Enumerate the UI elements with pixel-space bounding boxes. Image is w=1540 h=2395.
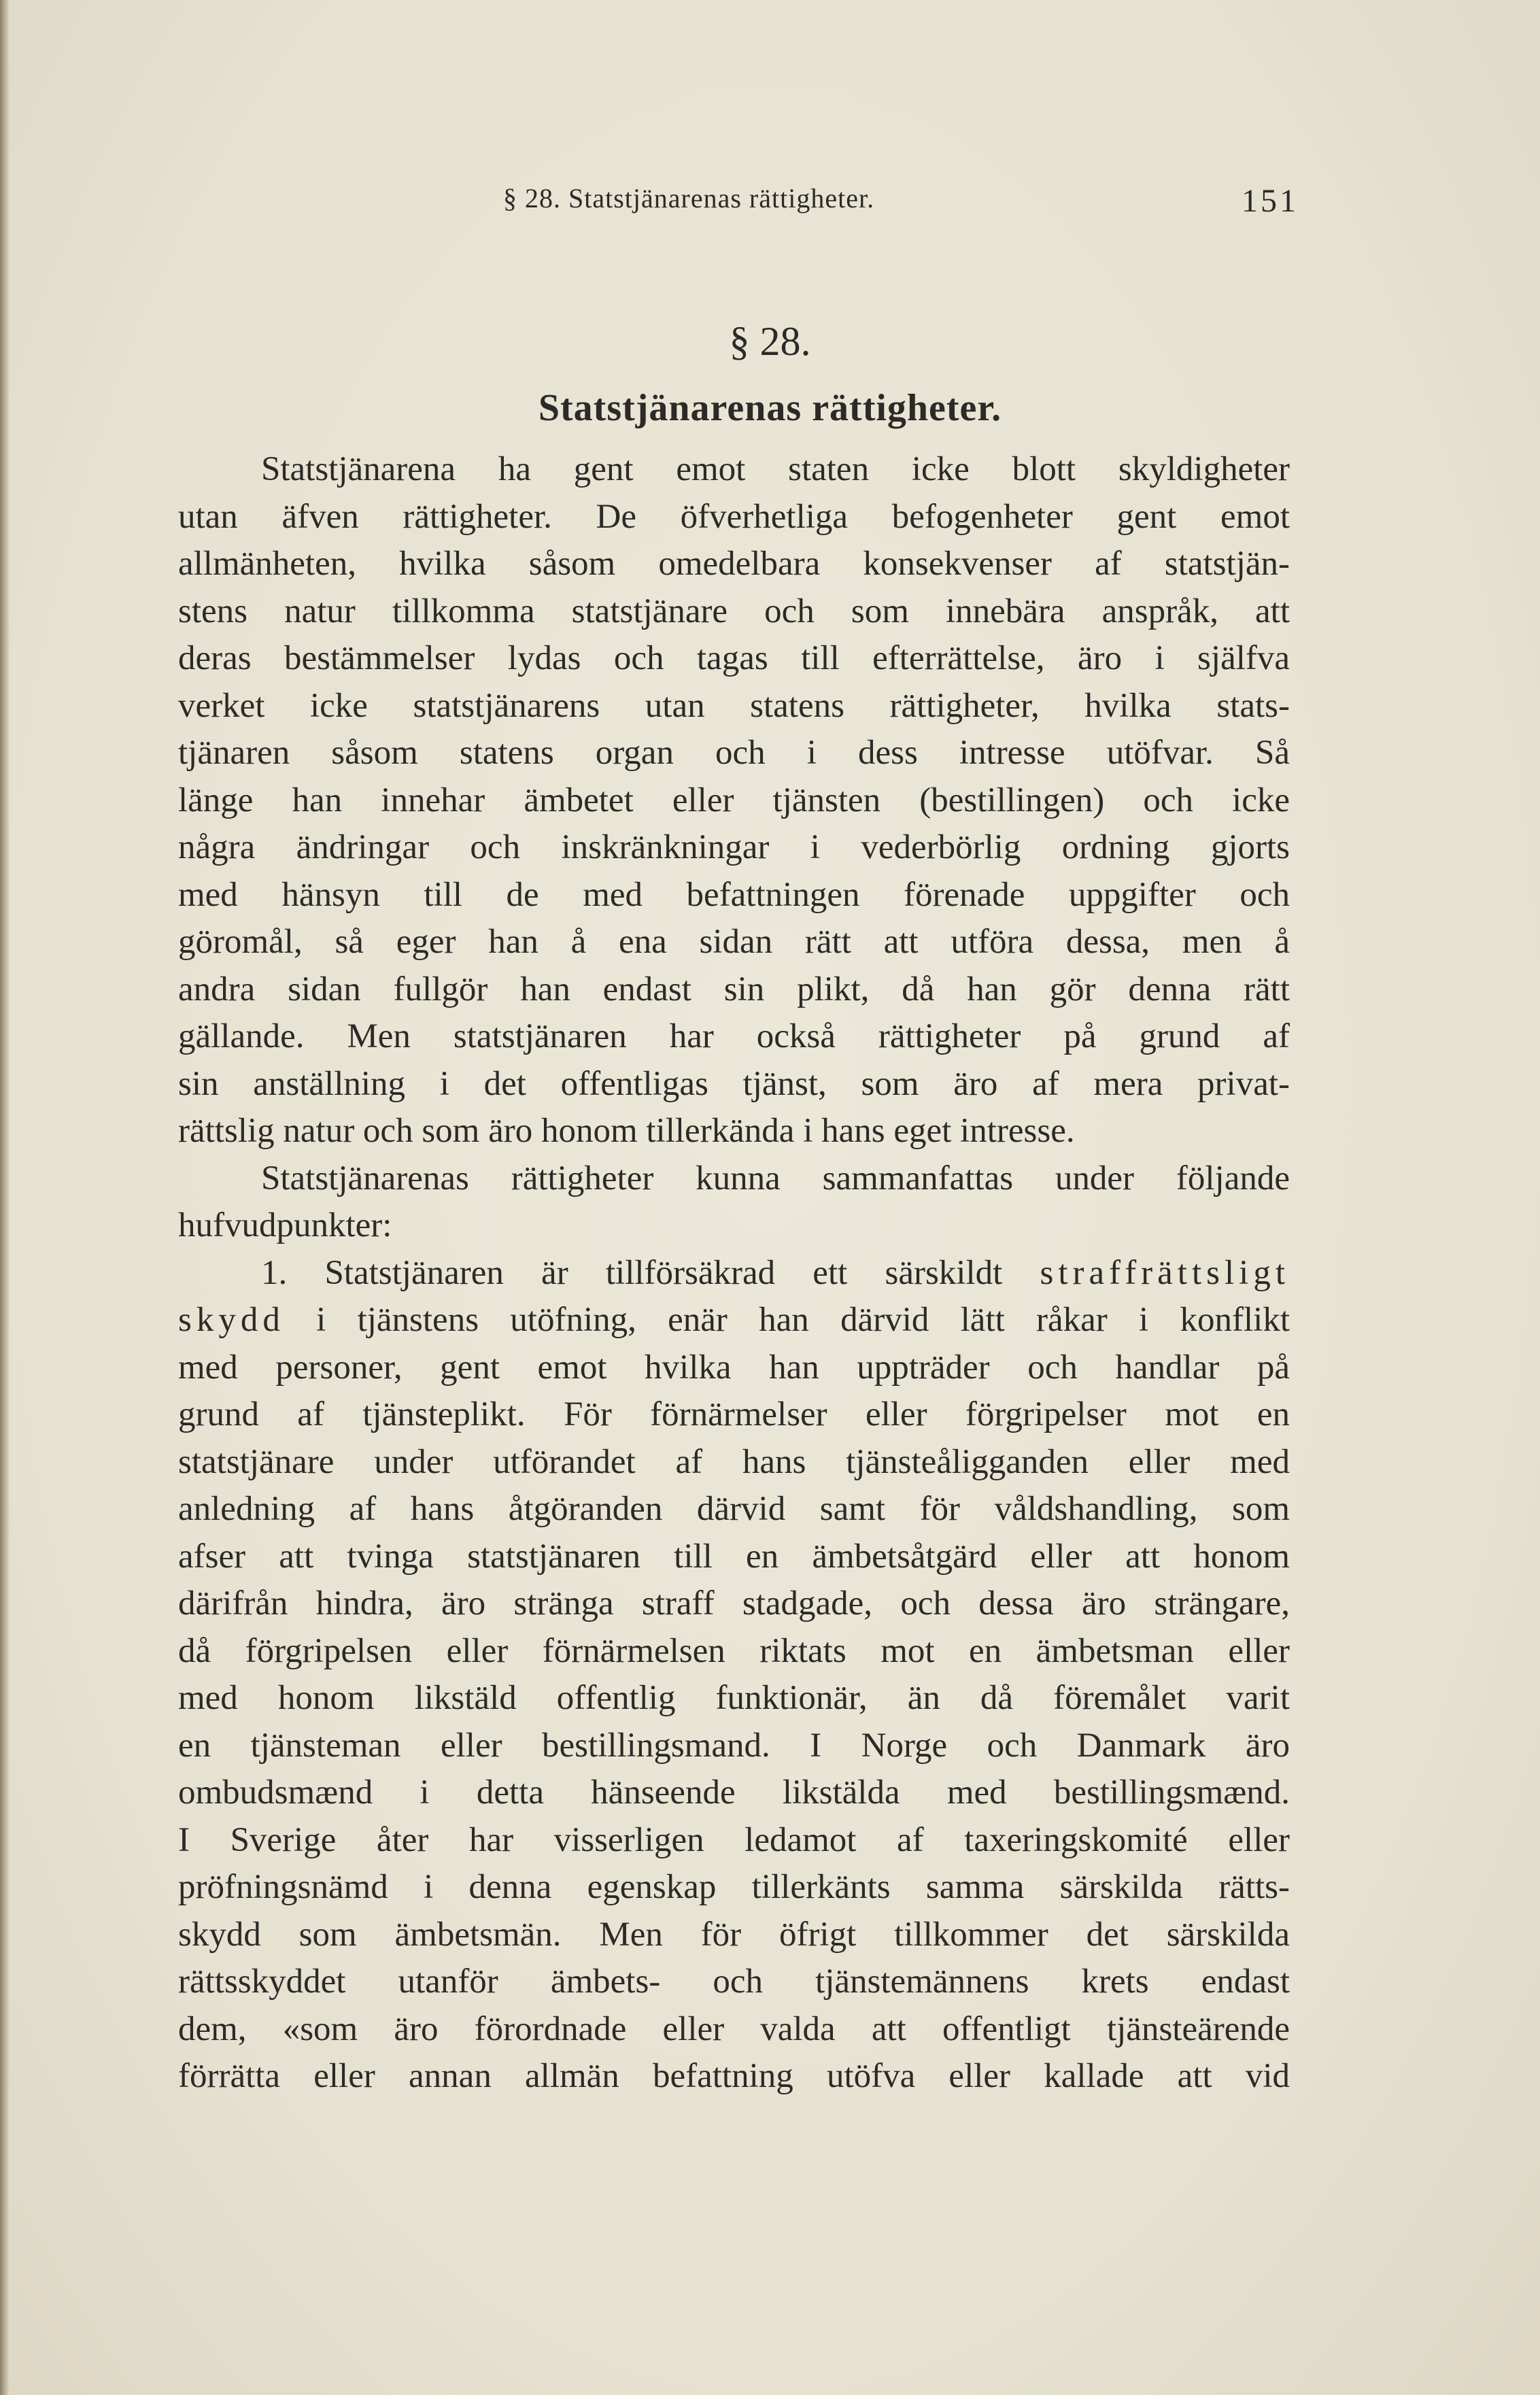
page-number: 151 xyxy=(1242,183,1299,219)
text-line: Statstjänarenas rättigheter kunna sammanfattas under följande xyxy=(261,1159,1290,1198)
text-line: grund af tjänsteplikt. För förnärmelser eller förgripelser mot en xyxy=(178,1395,1290,1433)
text-line: hufvudpunkter: xyxy=(178,1206,392,1244)
text-line: utan äfven rättigheter. De öfverhetliga befogenheter gent emot xyxy=(178,497,1290,536)
text-line: andra sidan fullgör han endast sin plikt, då han gör denna rätt xyxy=(178,970,1290,1008)
text-line: rättslig natur och som äro honom tillerkända i hans eget intresse. xyxy=(178,1112,1075,1150)
text-line: pröfningsnämd i denna egenskap tillerkänts samma särskilda rätts- xyxy=(178,1868,1290,1906)
text-line: då förgripelsen eller förnärmelsen riktats mot en ämbetsman eller xyxy=(178,1631,1290,1670)
text-line: förrätta eller annan allmän befattning utöfva eller kallade att vid xyxy=(178,2057,1290,2095)
text-line: rättsskyddet utanför ämbets- och tjänstemännens krets endast xyxy=(178,1963,1290,2001)
emphasized-term: straffrättsligt xyxy=(1040,1253,1290,1292)
text-line: med honom likstäld offentlig funktionär, än då föremålet varit xyxy=(178,1679,1290,1717)
text-line xyxy=(178,1250,1290,1297)
text-line: sin anställning i det offentligas tjänst, som äro af mera privat- xyxy=(178,1064,1290,1103)
text-line: allmänheten, hvilka såsom omedelbara konsekvenser af statstjän- xyxy=(178,545,1290,583)
text-line: några ändringar och inskränkningar i vederbörlig ordning gjorts xyxy=(178,828,1290,866)
text-line: göromål, så eger han å ena sidan rätt att utföra dessa, men å xyxy=(178,923,1290,961)
text-line: stens natur tillkomma statstjänare och som innebära anspråk, att xyxy=(178,592,1290,630)
section-number: § 28. xyxy=(729,319,811,364)
text-line: skydd som ämbetsmän. Men för öfrigt tillkommer det särskilda xyxy=(178,1915,1290,1954)
text-line: en tjänsteman eller bestillingsmand. I Norge och Danmark äro xyxy=(178,1726,1290,1765)
text-line: med personer, gent emot hvilka han uppträder och handlar på xyxy=(178,1348,1290,1387)
text-line: länge han innehar ämbetet eller tjänsten (bestillingen) och icke xyxy=(178,781,1290,819)
text-line: dem, «som äro förordnade eller valda att offentligt tjänsteärende xyxy=(178,2009,1290,2048)
body-text xyxy=(178,446,1290,2101)
running-head: § 28. Statstjänarenas rättigheter. xyxy=(503,183,875,214)
text-line: anledning af hans åtgöranden därvid samt för våldshandling, som xyxy=(178,1490,1290,1528)
text-line: Statstjänarena ha gent emot staten icke blott skyldigheter xyxy=(261,450,1290,488)
text-line: gällande. Men statstjänaren har också rättigheter på grund af xyxy=(178,1017,1290,1055)
text-line: ombudsmænd i detta hänseende likstälda med bestillingsmænd. xyxy=(178,1773,1290,1812)
text-line: statstjänare under utförandet af hans tjänsteåligganden eller med xyxy=(178,1442,1290,1481)
text-line: I Sverige åter har visserligen ledamot af taxeringskomité eller xyxy=(178,1820,1290,1859)
section-title: Statstjänarenas rättigheter. xyxy=(538,387,1002,429)
text-line: verket icke statstjänarens utan statens rättigheter, hvilka stats- xyxy=(178,686,1290,725)
text-line xyxy=(178,1297,1290,1344)
text-line: deras bestämmelser lydas och tagas till efterrättelse, äro i själfva xyxy=(178,639,1290,677)
text-line-part: 1. Statstjänaren är tillförsäkrad ett särskildt xyxy=(261,1253,1040,1292)
text-line: med hänsyn till de med befattningen förenade uppgifter och xyxy=(178,875,1290,914)
page-header xyxy=(177,182,1299,223)
emphasized-term: skydd xyxy=(178,1301,285,1339)
text-line-part: i tjänstens utöfning, enär han därvid lätt råkar i konflikt xyxy=(284,1301,1290,1339)
text-line: därifrån hindra, äro stränga straff stadgade, och dessa äro strängare, xyxy=(178,1584,1290,1623)
text-line: tjänaren såsom statens organ och i dess intresse utöfvar. Så xyxy=(178,734,1290,772)
text-line: afser att tvinga statstjänaren till en ämbetsåtgärd eller att honom xyxy=(178,1537,1290,1576)
